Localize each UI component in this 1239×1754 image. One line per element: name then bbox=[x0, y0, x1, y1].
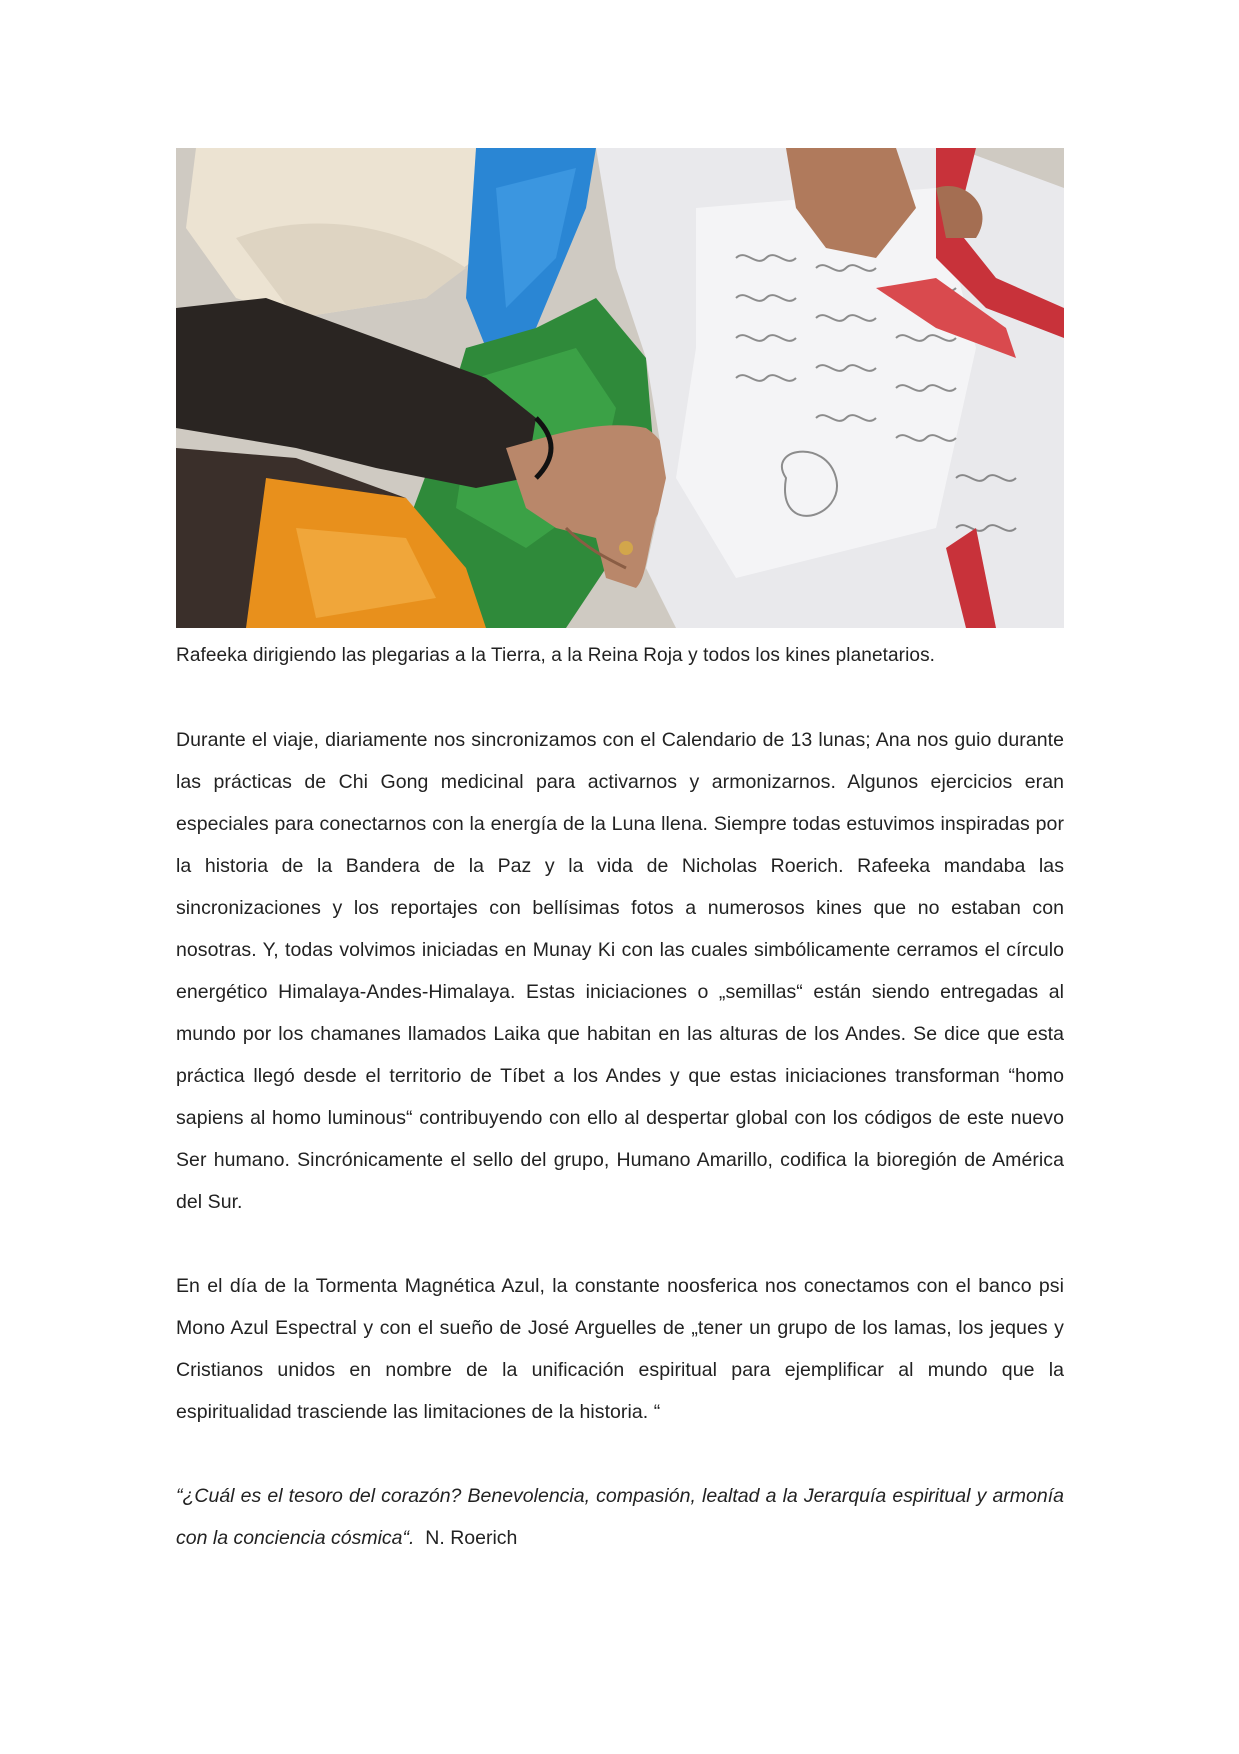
photo-illustration bbox=[176, 148, 1064, 628]
body-paragraph-1: Durante el viaje, diariamente nos sincronizamos con el Calendario de 13 lunas; Ana nos guio durante las prácticas de Chi Gong medicinal para activarnos y armonizarnos. Algunos ejercicios eran especiales para conectarnos con la energía de la Luna llena. Siempre todas estuvimos inspiradas por la historia de la Bandera de la Paz y la vida de Nicholas Roerich. Rafeeka mandaba las sincronizaciones y los reportajes con bellísimas fotos a numerosos kines que no estaban con nosotras. Y, todas volvimos iniciadas en Munay Ki con las cuales simbólicamente cerramos el círculo energético Himalaya-Andes-Himalaya. Estas iniciaciones o „semillas“ están siendo entregadas al mundo por los chamanes llamados Laika que habitan en las alturas de los Andes. Se dice que esta práctica llegó desde el territorio de Tíbet a los Andes y que estas iniciaciones transforman “homo sapiens al homo luminous“ contribuyendo con ello al despertar global con los códigos de este nuevo Ser humano. Sincrónicamente el sello del grupo, Humano Amarillo, codifica la bioregión de América del Sur. bbox=[176, 729, 1064, 1213]
closing-quote bbox=[176, 1475, 1064, 1559]
body-paragraph-2: En el día de la Tormenta Magnética Azul, la constante noosferica nos conectamos con el banco psi Mono Azul Espectral y con el sueño de José Arguelles de „tener un grupo de los lamas, los jeques y Cristianos unidos en nombre de la unificación espiritual para ejemplificar al mundo que la espiritualidad trasciende las limitaciones de la historia. “ bbox=[176, 1275, 1064, 1423]
photo-caption: Rafeeka dirigiendo las plegarias a la Tierra, a la Reina Roja y todos los kines planetarios. bbox=[176, 645, 936, 666]
prayer-flags-photo bbox=[176, 148, 1064, 628]
quote-author: N. Roerich bbox=[425, 1527, 518, 1549]
quote-text: “¿Cuál es el tesoro del corazón? Benevolencia, compasión, lealtad a la Jerarquía espiritual y armonía con la conciencia cósmica“. bbox=[176, 1485, 1064, 1549]
